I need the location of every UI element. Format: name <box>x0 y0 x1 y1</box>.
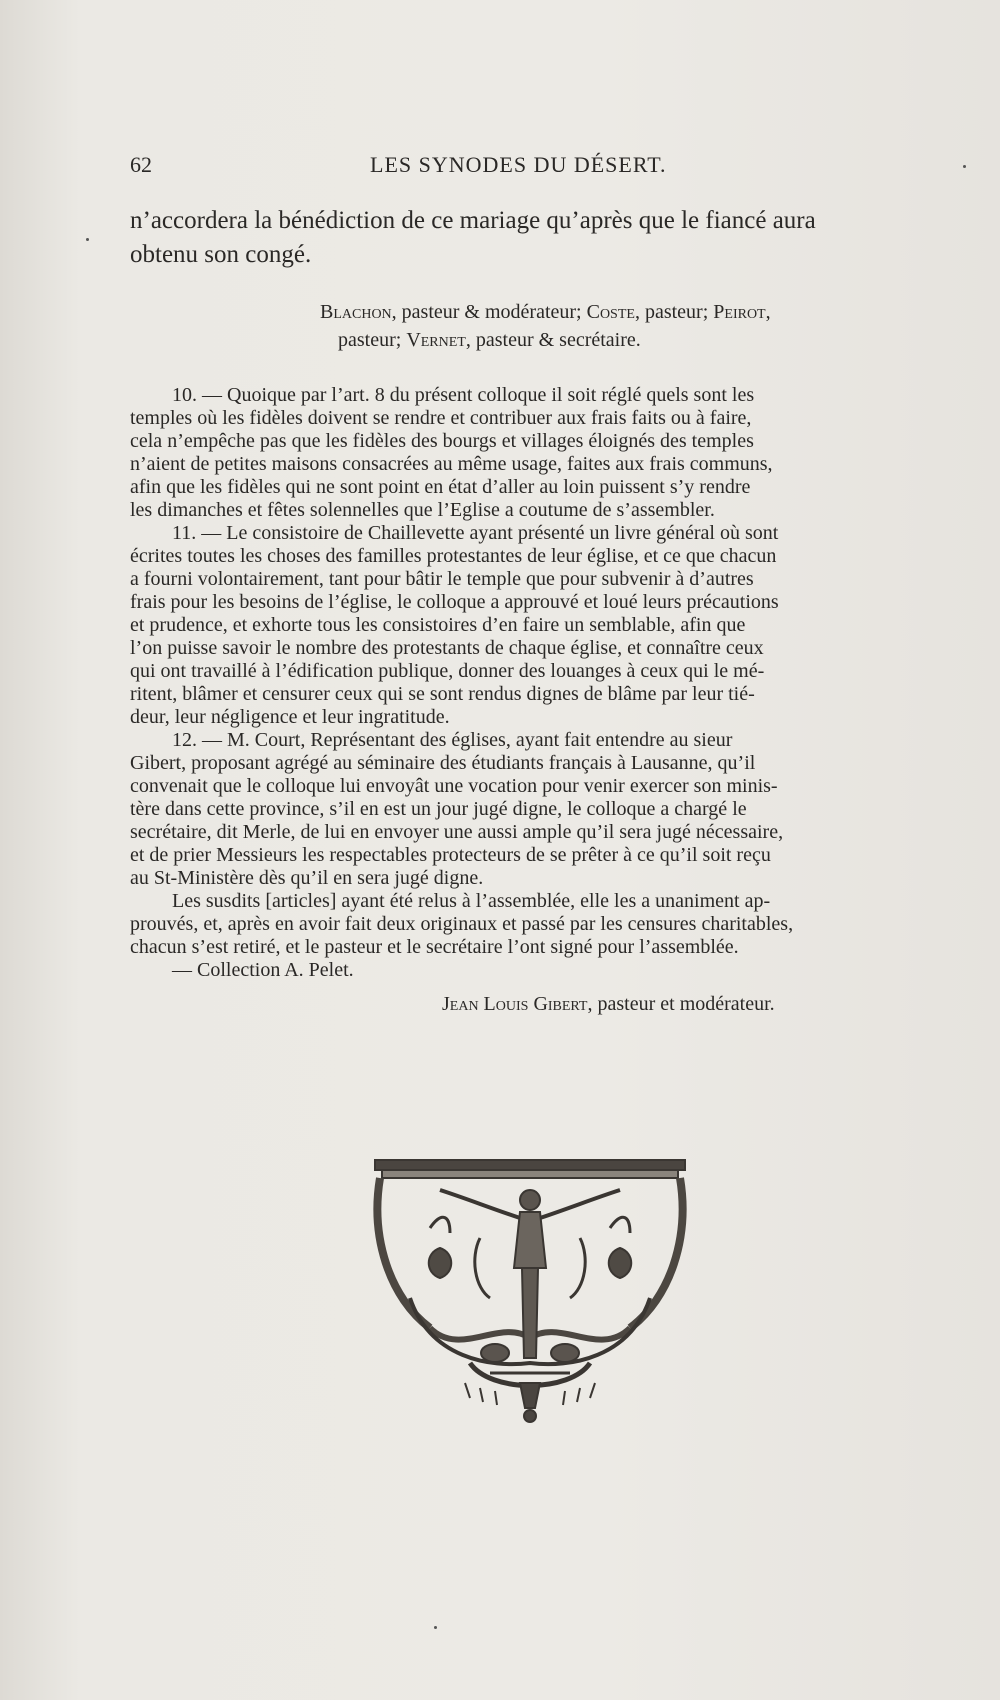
body-line: frais pour les besoins de l’église, le colloque a approuvé et loué leurs précautions <box>130 591 779 613</box>
signer-role: , pasteur; <box>634 301 714 323</box>
signer-role: , pasteur & modérateur; <box>391 301 587 323</box>
signer-role: , pasteur & secrétaire. <box>465 329 641 351</box>
speck <box>86 238 89 241</box>
body-line: deur, leur négligence et leur ingratitude. <box>130 706 450 728</box>
signer-name: Peirot <box>713 301 766 323</box>
body-line: qui ont travaillé à l’édification publique, donner des louanges à ceux qui le mé- <box>130 660 765 682</box>
body-line: 12. — M. Court, Représentant des églises, ayant fait entendre au sieur <box>172 729 733 751</box>
body-line: afin que les fidèles qui ne sont point en état d’aller au loin puissent s’y rendre <box>130 476 751 498</box>
signature-line <box>320 326 930 354</box>
body-line: temples où les fidèles doivent se rendre et contribuer aux frais faits ou à faire, <box>130 407 752 429</box>
body-line: les dimanches et fêtes solennelles que l’Eglise a coutume de s’assembler. <box>130 499 715 521</box>
signer-role: , pasteur et modérateur. <box>587 993 775 1015</box>
page-header <box>130 152 930 188</box>
body-line: et prudence, et exhorte tous les consistoires d’en faire un semblable, afin que <box>130 614 746 636</box>
body-line: convenait que le colloque lui envoyât une vocation pour venir exercer son minis- <box>130 775 778 797</box>
body-line: et de prier Messieurs les respectables protecteurs de se prêter à ce qu’il soit reçu <box>130 844 771 866</box>
signature-block-2 <box>130 990 930 1018</box>
body-line: 11. — Le consistoire de Chaillevette ayant présenté un livre général où sont <box>172 522 779 544</box>
body-line: a fourni volontairement, tant pour bâtir le temple que pour subvenir à d’autres <box>130 568 754 590</box>
body-line: chacun s’est retiré, et le pasteur et le secrétaire l’ont signé pour l’assemblée. <box>130 936 739 958</box>
lead-line: obtenu son congé. <box>130 241 312 268</box>
signer-name: Coste <box>586 301 635 323</box>
signature-line <box>320 298 930 326</box>
signer-name: Vernet <box>406 329 466 351</box>
lead-line: n’accordera la bénédiction de ce mariage qu’après que le fiancé aura <box>130 207 816 234</box>
signer-role: pasteur; <box>338 329 407 351</box>
body-line: écrites toutes les choses des familles protestantes de leur église, et ce que chacun <box>130 545 777 567</box>
page-number: 62 <box>130 152 152 177</box>
body-line: prouvés, et, après en avoir fait deux originaux et passé par les censures charitables, <box>130 913 794 935</box>
speck <box>434 1626 437 1629</box>
running-head: LES SYNODES DU DÉSERT. <box>370 152 667 177</box>
body-line: Gibert, proposant agrégé au séminaire des étudiants français à Lausanne, qu’il <box>130 752 756 774</box>
body-line: l’on puisse savoir le nombre des protestants de chaque église, et connaître ceux <box>130 637 764 659</box>
body-line: tère dans cette province, s’il en est un jour jugé digne, le colloque a chargé le <box>130 798 747 820</box>
body-line: 10. — Quoique par l’art. 8 du présent colloque il soit réglé quels sont les <box>172 384 755 406</box>
speck <box>963 165 966 168</box>
body-line: secrétaire, dit Merle, de lui en envoyer une aussi ample qu’il sera jugé nécessaire, <box>130 821 784 843</box>
body-line: cela n’empêche pas que les fidèles des bourgs et villages éloignés des temples <box>130 430 754 452</box>
signature-block-1 <box>130 298 930 354</box>
body-line: Les susdits [articles] ayant été relus à l’assemblée, elle les a unaniment ap- <box>172 890 771 912</box>
body-paragraphs <box>130 384 930 982</box>
signature-line <box>442 990 930 1018</box>
body-line: n’aient de petites maisons consacrées au même usage, faites aux frais communs, <box>130 453 773 475</box>
body-line: au St-Ministère dès qu’il en sera jugé digne. <box>130 867 484 889</box>
baroque-cul-de-lampe-ornament-icon <box>370 1158 690 1428</box>
body-line: — Collection A. Pelet. <box>172 959 354 981</box>
body-line: ritent, blâmer et censurer ceux qui se sont rendus dignes de blâme par leur tié- <box>130 683 755 705</box>
signer-role: , <box>765 301 771 323</box>
signer-name: Blachon <box>320 301 392 323</box>
text-block <box>130 204 930 1018</box>
signer-name: Jean Louis Gibert <box>442 993 588 1015</box>
